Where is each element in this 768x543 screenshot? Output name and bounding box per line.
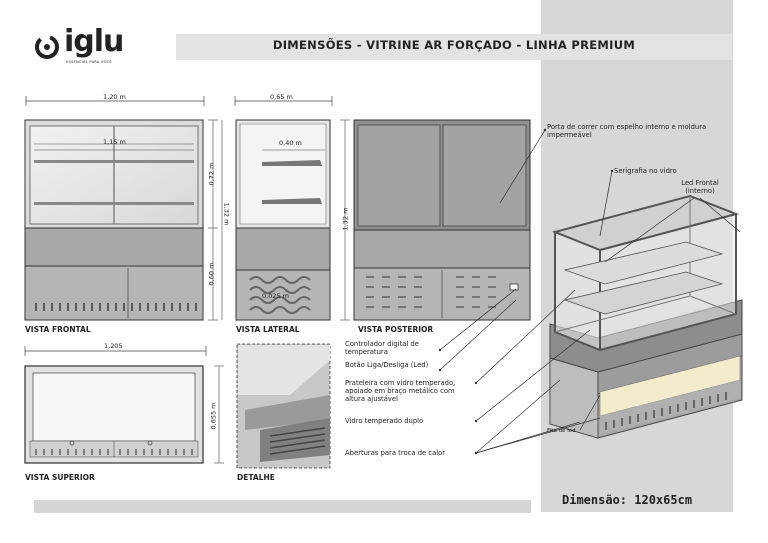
front-view-drawing bbox=[25, 96, 222, 320]
callout-double-glass: Vidro temperado duplo bbox=[345, 417, 424, 425]
dim-shelf-depth: 0,40 m bbox=[279, 139, 302, 147]
label-front-view: VISTA FRONTAL bbox=[25, 325, 91, 334]
label-top-view: VISTA SUPERIOR bbox=[25, 473, 95, 482]
detail-drawing bbox=[237, 344, 330, 468]
dim-lower-height: 0,60 m bbox=[207, 262, 216, 286]
dimension-label: Dimensão: 120x65cm bbox=[562, 493, 693, 507]
dim-upper-height: 0,72 m bbox=[207, 162, 216, 186]
callout-silkscreen: Serigrafia no vidro bbox=[614, 167, 677, 175]
dim-total-height-rear: 1,32 m bbox=[341, 207, 350, 231]
top-view-drawing bbox=[25, 346, 224, 463]
label-detail: DETALHE bbox=[237, 473, 275, 482]
page-title: DIMENSÕES - VITRINE AR FORÇADO - LINHA PREMIUM bbox=[272, 38, 636, 52]
callout-led-front: Led Frontal (interno) bbox=[681, 179, 719, 195]
label-side-view: VISTA LATERAL bbox=[236, 325, 300, 334]
logo-text: iglu bbox=[64, 24, 124, 59]
dim-top-width: 1,205 bbox=[104, 342, 123, 350]
callout-power-button: Botão Liga/Desliga (Led) bbox=[345, 361, 429, 369]
callout-sliding-door: Porta de correr com espelho interno e moldura impermeável bbox=[547, 123, 707, 139]
side-view-drawing bbox=[235, 96, 350, 320]
label-rear-view: VISTA POSTERIOR bbox=[358, 325, 434, 334]
dim-side-width: 0,65 m bbox=[270, 93, 293, 101]
dim-total-height-side: 1,32 m bbox=[222, 202, 231, 226]
dim-front-width: 1,20 m bbox=[103, 93, 126, 101]
dim-top-depth: 0,655 m bbox=[209, 402, 218, 430]
dim-vent-size: 0,025 m bbox=[262, 292, 290, 300]
logo-subtitle: ESSENCIAL PARA VOCÊ bbox=[66, 60, 112, 64]
callout-led-strip: Fita de led bbox=[547, 428, 576, 434]
callout-shelf: Prateleira com vidro temperado, apoiado em braço metálico com altura ajustável bbox=[345, 379, 456, 403]
callout-controller: Controlador digital de temperatura bbox=[345, 340, 419, 356]
dim-inner-width: 1,15 m bbox=[103, 138, 126, 146]
callout-vents: Aberturas para troca de calor bbox=[345, 449, 446, 457]
